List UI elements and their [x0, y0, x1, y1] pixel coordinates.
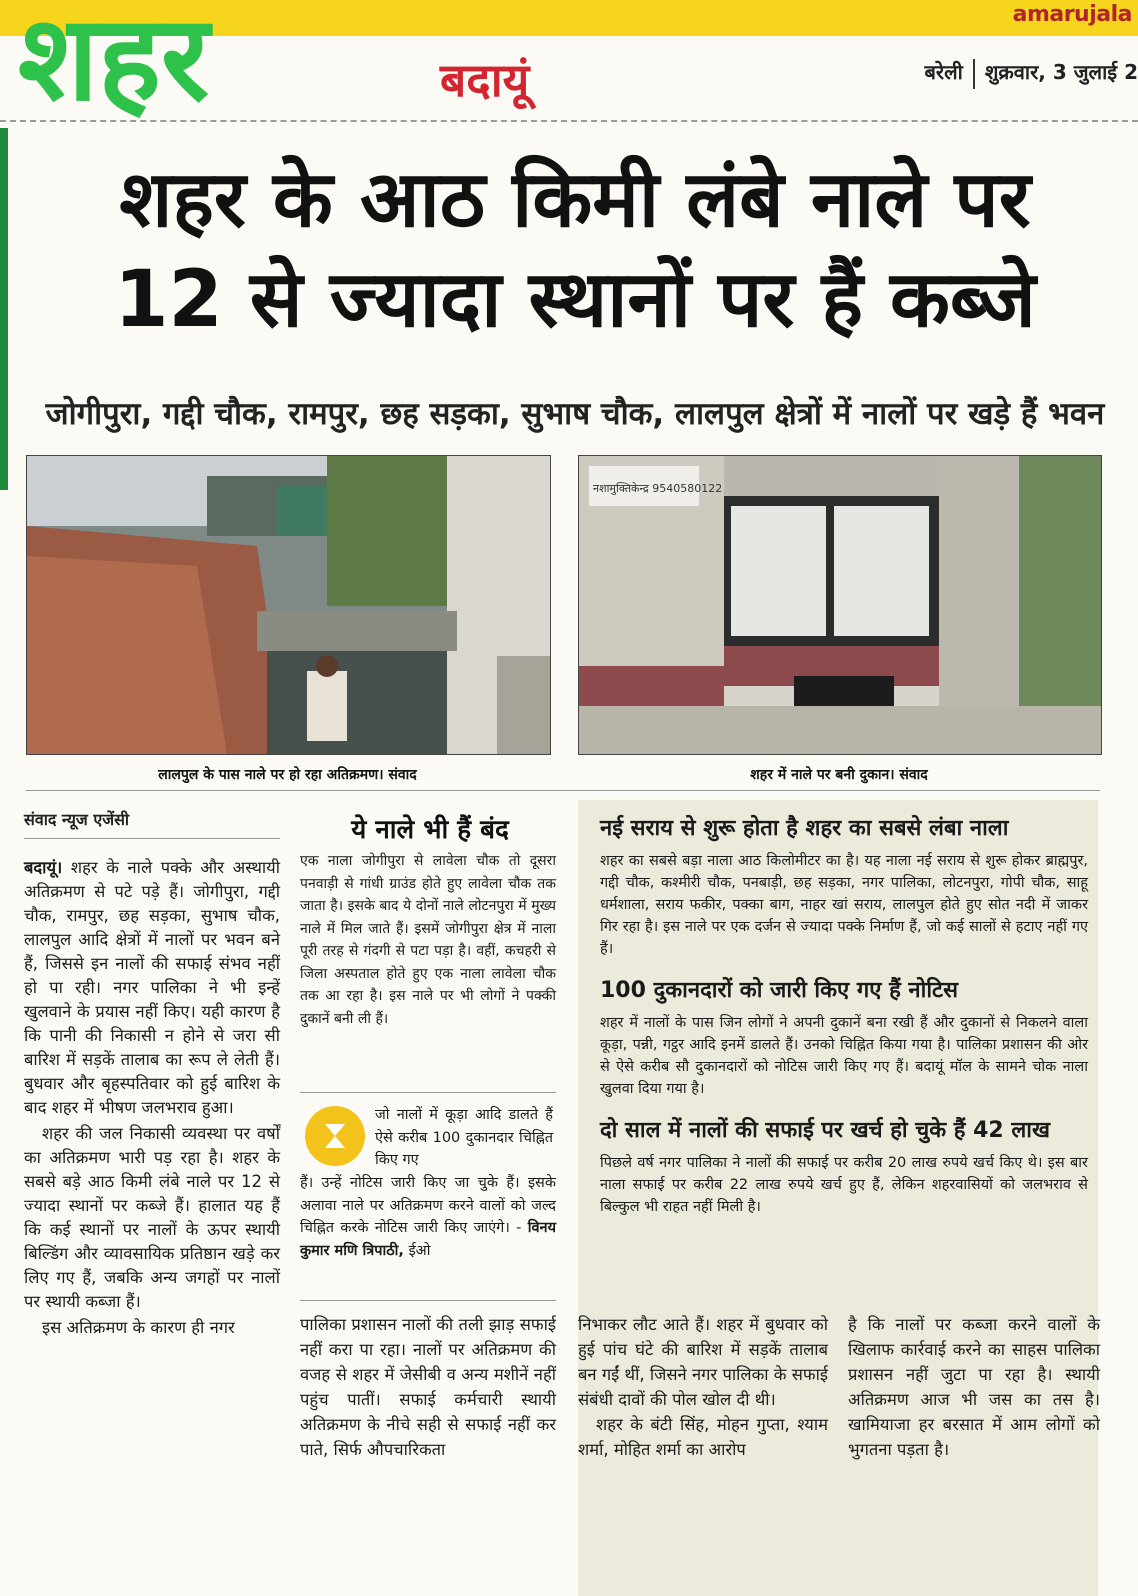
main-paragraph-1	[24, 856, 280, 1120]
quote-lead: जो नालों में कूड़ा आदि डालते हैं ऐसे करीब 100 दुकानदार चिह्नित किए गए	[375, 1107, 553, 1168]
continuation-column-3-text: निभाकर लौट आते हैं। शहर में बुधवार को हुई पांच घंटे की बारिश में सड़कें तालाब बन गईं थीं, जिसने नगर पालिका के सफाई संबंधी दावों की पोल खोल दी थी।	[578, 1315, 828, 1409]
sidebar-heading-1: नई सराय से शुरू होता है शहर का सबसे लंबा नाला	[600, 816, 1009, 841]
photo-drain-encroachment	[26, 455, 551, 755]
quote-rule	[300, 1300, 556, 1301]
masthead-divider	[0, 120, 1138, 122]
continuation-column-2-text: पालिका प्रशासन नालों की तली झाड़ सफाई नहीं करा पा रहा। नालों पर अतिक्रमण की वजह से शहर में जेसीबी व अन्य मशीनें नहीं पहुंच पातीं। सफाई कर्मचारी स्थायी अतिक्रमण के नीचे सही से सफाई नहीं कर पाते, सिर्फ औपचारिकता	[300, 1315, 556, 1459]
box-text: एक नाला जोगीपुरा से लावेला चौक तो दूसरा पनवाड़ी से गांधी ग्राउंड होते हुए लावेला चौक तक जाता है। इसके बाद ये दोनों नाले लोटनपुरा में मुख्य नाले में मिल जाते हैं। इसमें जोगीपुरा क्षेत्र में नाला पूरी तरह से गंदगी से पटा पड़ा है। वहीं, कचहरी से जिला अस्पताल होते हुए एक नाला लावेला चौक तक आ रहा है। इस नाले पर भी लोगों ने पक्की दुकानें बनी ली हैं।	[300, 853, 556, 1027]
main-paragraph-2: शहर की जल निकासी व्यवस्था पर वर्षों का अतिक्रमण भारी पड़ रहा है। शहर के सबसे बड़े आठ किमी लंबे नाले पर 12 से ज्यादा स्थानों पर कब्जे हैं। हालात यह हैं कि कई स्थानों पर नालों के ऊपर स्थायी बिल्डिंग और व्यावसायिक प्रतिष्ठान खड़े कर लिए गए हैं, जबकि अन्य जगहों पर नालों पर स्थायी कब्जा हैं।	[24, 1124, 280, 1311]
photo-shop-on-drain	[578, 455, 1102, 755]
headline	[25, 150, 1125, 350]
headline-line-2: 12 से ज्यादा स्थानों पर हैं कब्जे	[114, 255, 1036, 345]
quote-icon	[305, 1106, 365, 1166]
continuation-column-4	[848, 1312, 1100, 1462]
sidebar-paragraph-2: शहर में नालों के पास जिन लोगों ने अपनी दुकानें बना रखी हैं और दुकानों से निकलने वाला कूड़ा, पन्नी, गट्ठर आदि इनमें डालते हैं। उनको चिह्नित किया गया है। पालिका प्रशासन की ओर से ऐसे करीब सौ दुकानदारों को नोटिस जारी किए गए हैं। बदायूं मॉल के सामने चोक नाला खुलवा दिया गया है।	[600, 1015, 1088, 1097]
box-rule	[300, 1092, 556, 1093]
box-title: ये नाले भी हैं बंद	[351, 815, 509, 845]
byline-rule	[24, 838, 280, 839]
headline-line-1: शहर के आठ किमी लंबे नाले पर	[119, 155, 1031, 245]
sidebar-paragraph-1: शहर का सबसे बड़ा नाला आठ किलोमीटर का है। यह नाला नई सराय से शुरू होकर ब्राह्मपुर, गद्दी चौक, कश्मीरी चौक, पनबाड़ी, छह सड़का, नगर पालिका, लोटनपुरा, गोपी चौक, साहू धर्मशाला, सराय फकीर, पक्का बाग, नाहर खां सराय, लालपुल होते हुए सोत नदी में जाकर गिर रहा है। इस नाले पर एक दर्जन से ज्यादा पक्के निर्माण हैं, जो कई सालों से हटाए नहीं गए हैं।	[600, 853, 1088, 957]
accent-bar	[0, 128, 8, 490]
photo-shop-on-drain-image	[579, 456, 1101, 754]
quote-author: विनय कुमार मणि त्रिपाठी,	[300, 1220, 557, 1259]
brand-logo: amarujala	[1012, 2, 1132, 27]
subheadline: जोगीपुरा, गद्दी चौक, रामपुर, छह सड़का, सुभाष चौक, लालपुल क्षेत्रों में नालों पर खड़े हैं भवन	[45, 396, 1105, 432]
dateline	[924, 58, 1138, 89]
main-paragraph-1-text: शहर के नाले पक्के और अस्थायी अतिक्रमण से पटे पड़े हैं। जोगीपुरा, गद्दी चौक, रामपुर, छह सड़का, सुभाष चौक, लालपुल आदि क्षेत्रों में नालों पर भवन बने हैं, जिससे इन नालों की सफाई संभव नहीं हो पा रही। नगर पालिका ने भी इन्हें खुलवाने के प्रयास नहीं किए। यही कारण है कि पानी की निकासी न होने से जरा सी बारिश में सड़कें तालाब का रूप ले लेती हैं। बुधवार और बृहस्पतिवार को हुई बारिश के बाद शहर में भीषण जलभराव हुआ।	[24, 858, 280, 1117]
main-paragraph-3: इस अतिक्रमण के कारण ही नगर	[42, 1318, 235, 1337]
section-divider	[26, 790, 1100, 791]
city-name: बदायूं	[440, 53, 530, 107]
continuation-column-3-text-2: शहर के बंटी सिंह, मोहन गुप्ता, श्याम शर्मा, मोहित शर्मा का आरोप	[578, 1415, 828, 1459]
sidebar-heading-2: 100 दुकानदारों को जारी किए गए हैं नोटिस	[600, 978, 958, 1003]
continuation-column-3	[578, 1312, 828, 1462]
sidebar-paragraph-3: पिछले वर्ष नगर पालिका ने नालों की सफाई पर करीब 20 लाख रुपये खर्च किए थे। इस बार नाला सफाई पर करीब 22 लाख रुपये खर्च हुए हैं, लेकिन शहरवासियों को जलभराव से बिल्कुल भी राहत नहीं मिली है।	[600, 1155, 1088, 1215]
quote-icon-glyph	[305, 1106, 365, 1166]
section-title: शहर	[18, 0, 210, 127]
place-dateline: बदायूं।	[24, 858, 63, 877]
photo-caption-right: शहर में नाले पर बनी दुकान। संवाद	[750, 767, 928, 783]
continuation-column-2	[300, 1312, 556, 1462]
byline: संवाद न्यूज एजेंसी	[24, 810, 130, 829]
shop-sign-text: नशामुक्तिकेन्द्र 9540580122	[593, 482, 723, 495]
edition-name: बरेली	[924, 60, 963, 84]
sidebar-content	[600, 812, 1088, 1232]
issue-date: शुक्रवार, 3 जुलाई 2	[984, 60, 1138, 84]
dateline-divider	[973, 59, 975, 89]
quote-body	[300, 1172, 556, 1262]
photo-caption-left: लालपुल के पास नाले पर हो रहा अतिक्रमण। संवाद	[158, 767, 417, 783]
main-article-column	[24, 856, 280, 1342]
photo-drain-encroachment-image	[27, 456, 550, 754]
sidebar-heading-3: दो साल में नालों की सफाई पर खर्च हो चुके हैं 42 लाख	[600, 1118, 1050, 1143]
continuation-column-4-text: है कि नालों पर कब्जा करने वालों के खिलाफ कार्रवाई करने का साहस पालिका प्रशासन नहीं जुटा पा रहा है। स्थायी अतिक्रमण आज भी जस का तस है। खामियाजा हर बरसात में आम लोगों को भुगतना पड़ता है।	[848, 1315, 1100, 1459]
quote-designation: ईओ	[408, 1242, 431, 1259]
quote-rest: हैं। उन्हें नोटिस जारी किए जा चुके हैं। इसके अलावा नाले पर अतिक्रमण करने वालों को जल्द चिह्नित करके नोटिस जारी किए जाएंगे। -	[300, 1175, 556, 1236]
